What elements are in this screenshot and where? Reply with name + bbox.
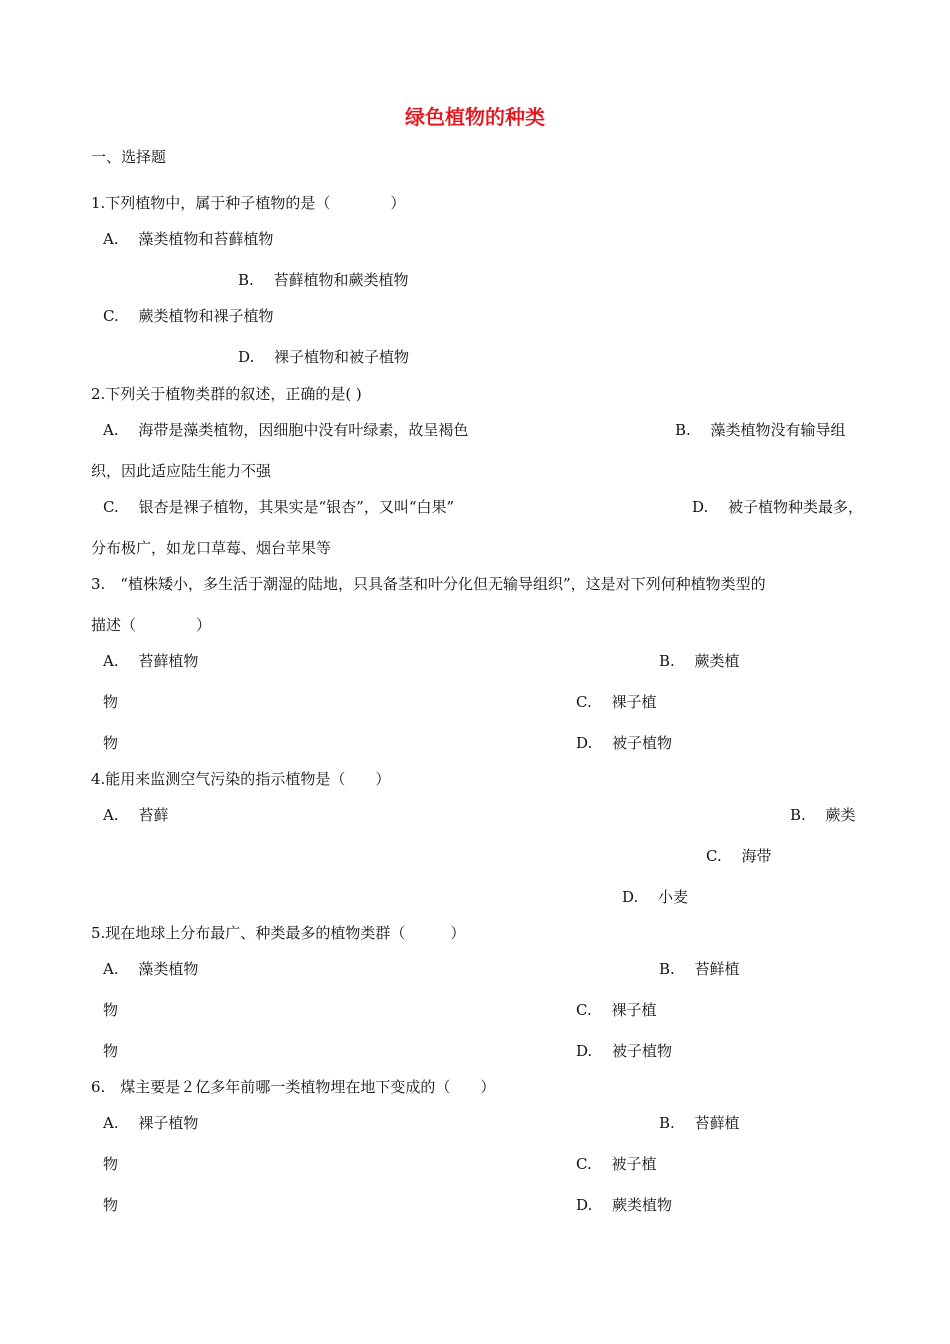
q5-option-a: A. 藻类植物 bbox=[103, 960, 199, 978]
q5-option-c: C. 裸子植 bbox=[576, 1001, 657, 1019]
q6-wrap-1: 物 bbox=[103, 1155, 119, 1173]
q4-option-b: B. 蕨类 bbox=[790, 806, 856, 824]
q3-wrap-2: 物 bbox=[103, 734, 119, 752]
q1-option-d: D. 裸子植物和被子植物 bbox=[238, 348, 410, 366]
q2-stem: 2.下列关于植物类群的叙述，正确的是( ) bbox=[91, 385, 362, 403]
q5-stem: 5.现在地球上分布最广、种类最多的植物类群（ ） bbox=[91, 924, 466, 942]
q1-option-a: A. 藻类植物和苔藓植物 bbox=[103, 230, 274, 248]
q3-option-a: A. 苔藓植物 bbox=[103, 652, 199, 670]
q4-option-a: A. 苔藓 bbox=[103, 806, 169, 824]
q6-option-d: D. 蕨类植物 bbox=[576, 1196, 673, 1214]
q2-option-b: B. 藻类植物没有输导组 bbox=[675, 421, 846, 439]
q4-option-c: C. 海带 bbox=[706, 847, 772, 865]
q5-wrap-2: 物 bbox=[103, 1042, 119, 1060]
q3-wrap-1: 物 bbox=[103, 693, 119, 711]
q2-option-d: D. 被子植物种类最多， bbox=[692, 498, 864, 516]
q6-option-a: A. 裸子植物 bbox=[103, 1114, 199, 1132]
q3-option-b: B. 蕨类植 bbox=[659, 652, 740, 670]
q5-option-b: B. 苔鲜植 bbox=[659, 960, 740, 978]
q6-option-b: B. 苔藓植 bbox=[659, 1114, 740, 1132]
q3-option-c: C. 裸子植 bbox=[576, 693, 657, 711]
q6-stem: 6. 煤主要是２亿多年前哪一类植物埋在地下变成的（ ） bbox=[91, 1078, 496, 1096]
q4-stem: 4.能用来监测空气污染的指示植物是（ ） bbox=[91, 770, 391, 788]
page-title: 绿色植物的种类 bbox=[405, 105, 545, 129]
q3-option-d: D. 被子植物 bbox=[576, 734, 673, 752]
section-heading: 一、选择题 bbox=[91, 148, 167, 166]
q5-option-d: D. 被子植物 bbox=[576, 1042, 673, 1060]
q2-option-b-cont: 织，因此适应陆生能力不强 bbox=[91, 462, 272, 480]
q2-option-a: A. 海带是藻类植物，因细胞中没有叶绿素，故呈褐色 bbox=[103, 421, 469, 439]
q1-stem: 1.下列植物中，属于种子植物的是（ ） bbox=[91, 194, 406, 212]
q4-option-d: D. 小麦 bbox=[622, 888, 689, 906]
q1-option-b: B. 苔藓植物和蕨类植物 bbox=[238, 271, 409, 289]
q2-option-d-cont: 分布极广，如龙口草莓、烟台苹果等 bbox=[91, 539, 332, 557]
q3-stem: 3. “植株矮小，多生活于潮湿的陆地，只具备茎和叶分化但无输导组织”，这是对下列何种植物类型的 bbox=[91, 575, 766, 593]
q2-option-c: C. 银杏是裸子植物，其果实是“银杏”，又叫“白果” bbox=[103, 498, 455, 516]
q6-option-c: C. 被子植 bbox=[576, 1155, 657, 1173]
q3-stem-cont: 描述（ ） bbox=[91, 616, 212, 634]
q5-wrap-1: 物 bbox=[103, 1001, 119, 1019]
q1-option-c: C. 蕨类植物和裸子植物 bbox=[103, 307, 274, 325]
q6-wrap-2: 物 bbox=[103, 1196, 119, 1214]
